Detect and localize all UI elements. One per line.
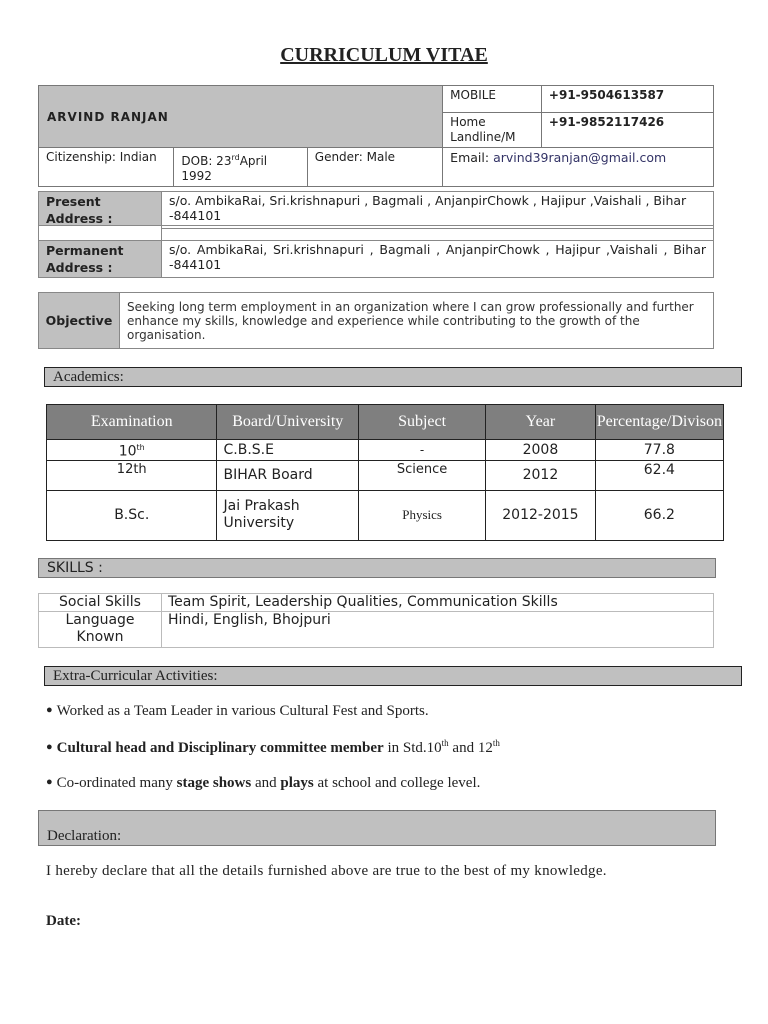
table-row — [47, 460, 724, 490]
date-of-birth: DOB: 23rdApril 1992 — [174, 148, 307, 187]
board-cell: Jai Prakash University — [217, 490, 359, 540]
year-cell: 2008 — [486, 440, 596, 461]
skills-table — [38, 593, 714, 648]
col-percentage: Percentage/Divison — [595, 405, 723, 440]
list-item: ● Cultural head and Disciplinary committee member in Std.10th and 12th — [46, 738, 500, 756]
skill-value: Team Spirit, Leadership Qualities, Communication Skills — [162, 594, 714, 612]
exam-cell: 12th — [47, 460, 217, 490]
document-title: CURRICULUM VITAE — [280, 44, 488, 66]
declaration-text: I hereby declare that all the details furnished above are true to the best of my knowledge. — [46, 863, 607, 879]
gender: Gender: Male — [307, 148, 442, 187]
header-table — [38, 85, 714, 187]
exam-cell: 10th — [47, 440, 217, 461]
subject-cell: Physics — [359, 490, 486, 540]
email: Email: arvind39ranjan@gmail.com — [443, 148, 714, 187]
academics-heading: Academics: — [44, 367, 742, 387]
present-address-table — [38, 191, 714, 229]
subject-cell: Science — [359, 460, 486, 490]
home-landline-value: +91-9852117426 — [541, 113, 713, 148]
list-item: ● Worked as a Team Leader in various Cultural Fest and Sports. — [46, 703, 429, 719]
board-cell: BIHAR Board — [217, 460, 359, 490]
present-address-value: s/o. AmbikaRai, Sri.krishnapuri , Bagmali , AnjanpirChowk , Hajipur ,Vaishali , Bihar -844101 — [162, 192, 714, 229]
mobile-label: MOBILE — [443, 86, 542, 113]
percentage-cell: 62.4 — [595, 460, 723, 490]
year-cell: 2012 — [486, 460, 596, 490]
citizenship: Citizenship: Indian — [39, 148, 174, 187]
skill-label: Social Skills — [39, 594, 162, 612]
home-landline-label: Home Landline/M — [443, 113, 542, 148]
exam-cell: B.Sc. — [47, 490, 217, 540]
list-item: ● Co-ordinated many stage shows and plays at school and college level. — [46, 775, 481, 791]
table-row — [47, 490, 724, 540]
extra-curricular-heading: Extra-Curricular Activities: — [44, 666, 742, 686]
objective-table — [38, 292, 714, 349]
skill-value: Hindi, English, Bhojpuri — [162, 612, 714, 648]
col-year: Year — [486, 405, 596, 440]
subject-cell: - — [359, 440, 486, 461]
table-row — [47, 440, 724, 461]
permanent-address-value: s/o. AmbikaRai, Sri.krishnapuri , Bagmali , AnjanpirChowk , Hajipur ,Vaishali , Bihar -844101 — [162, 241, 714, 278]
present-address-label: Present Address : — [39, 192, 162, 229]
board-cell: C.B.S.E — [217, 440, 359, 461]
percentage-cell: 77.8 — [595, 440, 723, 461]
skills-heading: SKILLS : — [38, 558, 716, 578]
declaration-heading: Declaration: — [38, 810, 716, 846]
skill-label: Language Known — [39, 612, 162, 648]
col-examination: Examination — [47, 405, 217, 440]
percentage-cell: 66.2 — [595, 490, 723, 540]
academics-table — [46, 404, 724, 541]
col-board: Board/University — [217, 405, 359, 440]
year-cell: 2012-2015 — [486, 490, 596, 540]
date-label: Date: — [46, 913, 81, 929]
objective-label: Objective — [39, 293, 120, 349]
applicant-name: ARVIND RANJAN — [39, 86, 443, 148]
table-row — [39, 612, 714, 648]
mobile-value: +91-9504613587 — [541, 86, 713, 113]
permanent-address-label: Permanent Address : — [39, 241, 162, 278]
col-subject: Subject — [359, 405, 486, 440]
objective-text: Seeking long term employment in an organization where I can grow professionally and further enhance my skills, knowledge and experience while contributing to the growth of the organisation. — [120, 293, 714, 349]
permanent-address-table — [38, 225, 714, 278]
table-row — [39, 594, 714, 612]
